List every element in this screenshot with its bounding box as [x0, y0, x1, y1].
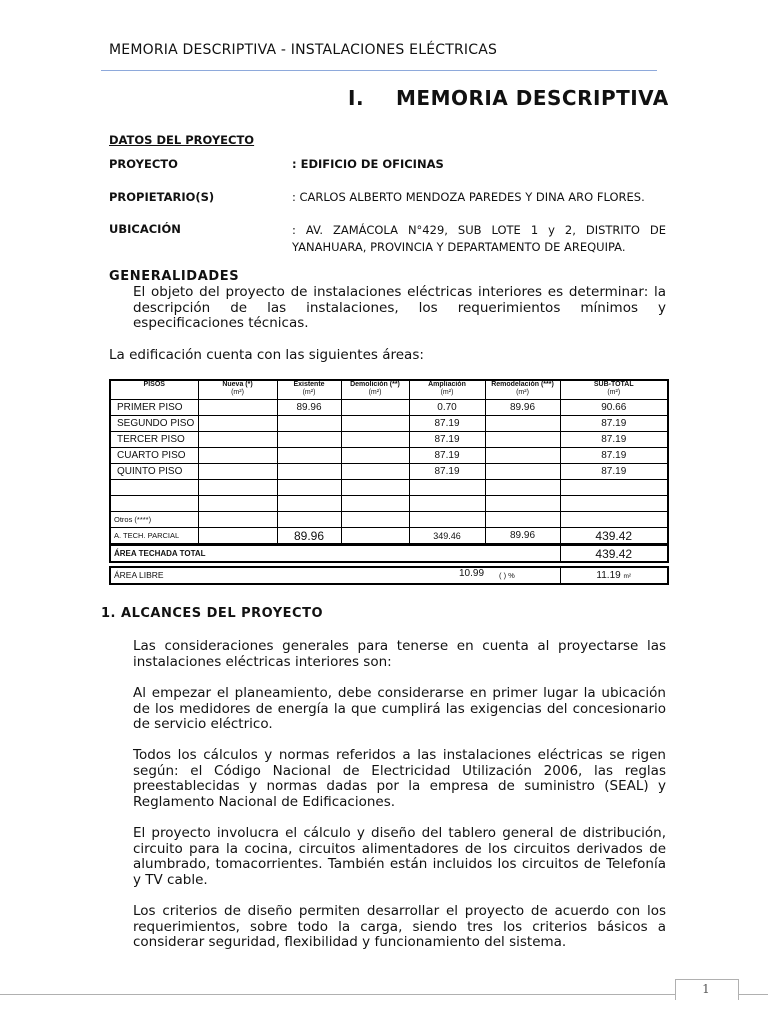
section-title	[348, 86, 669, 110]
ubicacion-label: UBICACIÓN	[109, 222, 181, 236]
areas-table	[109, 379, 667, 585]
alcances-heading: 1. ALCANCES DEL PROYECTO	[101, 606, 324, 621]
table-row	[110, 480, 668, 496]
table-cell: 0.70	[409, 400, 485, 416]
generalidades-paragraph: El objeto del proyecto de instalaciones eléctricas interiores es determinar: la descripción de las instalaciones, los requerimientos mínimos y especificaciones técnicas.	[133, 284, 666, 331]
table-cell	[341, 416, 409, 432]
proyecto-value: : EDIFICIO DE OFICINAS	[292, 157, 444, 171]
table-cell: 87.19	[409, 432, 485, 448]
table-cell	[485, 496, 560, 512]
col-header: Demolición (**) (m²)	[341, 380, 409, 400]
libre-percentage: 10.99	[459, 568, 485, 579]
floor-name-cell: TERCER PISO	[110, 432, 198, 448]
libre-label: ÁREA LIBRE	[114, 570, 164, 580]
parcial-subtotal: 439.42	[560, 528, 668, 545]
floor-name-cell: SEGUNDO PISO	[110, 416, 198, 432]
table-cell: 87.19	[409, 464, 485, 480]
table-cell: 87.19	[409, 416, 485, 432]
table-cell	[198, 496, 277, 512]
propietario-label: PROPIETARIO(S)	[109, 190, 215, 204]
table-cell: 89.96	[485, 400, 560, 416]
table-cell	[341, 432, 409, 448]
otros-label: Otros (****)	[110, 512, 198, 528]
table-cell	[485, 480, 560, 496]
table-cell	[341, 400, 409, 416]
total-row	[110, 545, 668, 562]
page-number: 1	[702, 982, 710, 996]
col-header: Existente (m²)	[277, 380, 341, 400]
parcial-remodelacion: 89.96	[485, 528, 560, 545]
table-cell	[277, 480, 341, 496]
table-cell	[198, 464, 277, 480]
floor-name-cell	[110, 496, 198, 512]
header-rule	[101, 70, 657, 71]
ubicacion-value: : AV. ZAMÁCOLA N°429, SUB LOTE 1 y 2, DISTRITO DE YANAHUARA, PROVINCIA Y DEPARTAMENTO DE AREQUIPA.	[292, 223, 666, 254]
table-cell	[277, 448, 341, 464]
table-cell	[198, 400, 277, 416]
col-header: PISOS	[110, 380, 198, 400]
generalidades-heading: GENERALIDADES	[109, 269, 240, 284]
floor-name-cell	[110, 480, 198, 496]
parcial-existente: 89.96	[277, 528, 341, 545]
libre-value: 11.19	[596, 570, 621, 581]
datos-heading: DATOS DEL PROYECTO	[109, 133, 255, 147]
otros-row	[110, 512, 668, 528]
page-header: MEMORIA DESCRIPTIVA - INSTALACIONES ELÉCTRICAS	[109, 42, 498, 58]
parcial-ampliacion: 349.46	[409, 528, 485, 545]
table-row	[110, 432, 668, 448]
alcances-paragraph-4: El proyecto involucra el cálculo y diseño del tablero general de distribución, circuito para la cocina, circuitos alimentadores de los circuitos derivados de alumbrado, tomacorrientes. También están incluidos los circuitos de Telefonía y TV cable.	[133, 825, 666, 888]
alcances-paragraph-2: Al empezar el planeamiento, debe considerarse en primer lugar la ubicación de los medidores de energía la que cumplirá las exigencias del concesionario de servicio eléctrico.	[133, 685, 666, 732]
table-cell	[485, 416, 560, 432]
table-cell: 87.19	[560, 416, 668, 432]
table-cell: 87.19	[409, 448, 485, 464]
areas-intro: La edificación cuenta con las siguientes áreas:	[109, 347, 424, 363]
table-cell	[560, 496, 668, 512]
table-cell	[341, 448, 409, 464]
floor-name-cell: PRIMER PISO	[110, 400, 198, 416]
col-header: Nueva (*) (m²)	[198, 380, 277, 400]
section-title-text: MEMORIA DESCRIPTIVA	[396, 86, 669, 110]
section-number: I.	[348, 86, 365, 110]
table-header-row	[110, 380, 668, 400]
proyecto-label: PROYECTO	[109, 157, 178, 171]
parcial-row	[110, 528, 668, 545]
table-cell	[560, 480, 668, 496]
table-cell	[277, 432, 341, 448]
table-cell	[198, 416, 277, 432]
table-row	[110, 496, 668, 512]
table-row	[110, 400, 668, 416]
table-cell	[198, 432, 277, 448]
table-cell	[277, 416, 341, 432]
table-cell	[409, 480, 485, 496]
libre-percentage-unit: ( ) %	[499, 571, 515, 580]
table-cell: 90.66	[560, 400, 668, 416]
libre-row	[110, 567, 668, 584]
table-cell	[341, 496, 409, 512]
table-cell	[198, 448, 277, 464]
floor-name-cell: CUARTO PISO	[110, 448, 198, 464]
parcial-label: A. TECH. PARCIAL	[110, 528, 198, 545]
floor-name-cell: QUINTO PISO	[110, 464, 198, 480]
table-cell	[485, 464, 560, 480]
total-value: 439.42	[560, 545, 668, 562]
col-header: Ampliación (m²)	[409, 380, 485, 400]
table-cell	[485, 432, 560, 448]
footer-rule	[0, 994, 768, 995]
alcances-paragraph-5: Los criterios de diseño permiten desarrollar el proyecto de acuerdo con los requerimientos, sobre todo la carga, siendo tres los criterios básicos a considerar seguridad, flexibilidad y funcionamiento del sistema.	[133, 903, 666, 950]
table-cell: 87.19	[560, 432, 668, 448]
alcances-paragraph-3: Todos los cálculos y normas referidos a las instalaciones eléctricas se rigen según: el Código Nacional de Electricidad Utilización 2006, las reglas preestablecidas y normas dadas por la empresa de suministro (SEAL) y Reglamento Nacional de Edificaciones.	[133, 747, 666, 810]
table-cell	[341, 464, 409, 480]
table-cell	[277, 464, 341, 480]
col-header: SUB-TOTAL (m²)	[560, 380, 668, 400]
table-cell	[409, 496, 485, 512]
table-cell	[277, 496, 341, 512]
table-cell: 89.96	[277, 400, 341, 416]
propietario-value: : CARLOS ALBERTO MENDOZA PAREDES Y DINA ARO FLORES.	[292, 190, 645, 204]
table-cell	[198, 480, 277, 496]
libre-unit: m²	[623, 573, 632, 580]
table-cell	[485, 448, 560, 464]
table-cell	[341, 480, 409, 496]
table-cell: 87.19	[560, 448, 668, 464]
table-row	[110, 464, 668, 480]
col-header: Remodelación (***) (m²)	[485, 380, 560, 400]
table-row	[110, 448, 668, 464]
total-label: ÁREA TECHADA TOTAL	[110, 545, 560, 562]
table-row	[110, 416, 668, 432]
alcances-paragraph-1: Las consideraciones generales para tenerse en cuenta al proyectarse las instalaciones eléctricas interiores son:	[133, 638, 666, 670]
table-cell: 87.19	[560, 464, 668, 480]
